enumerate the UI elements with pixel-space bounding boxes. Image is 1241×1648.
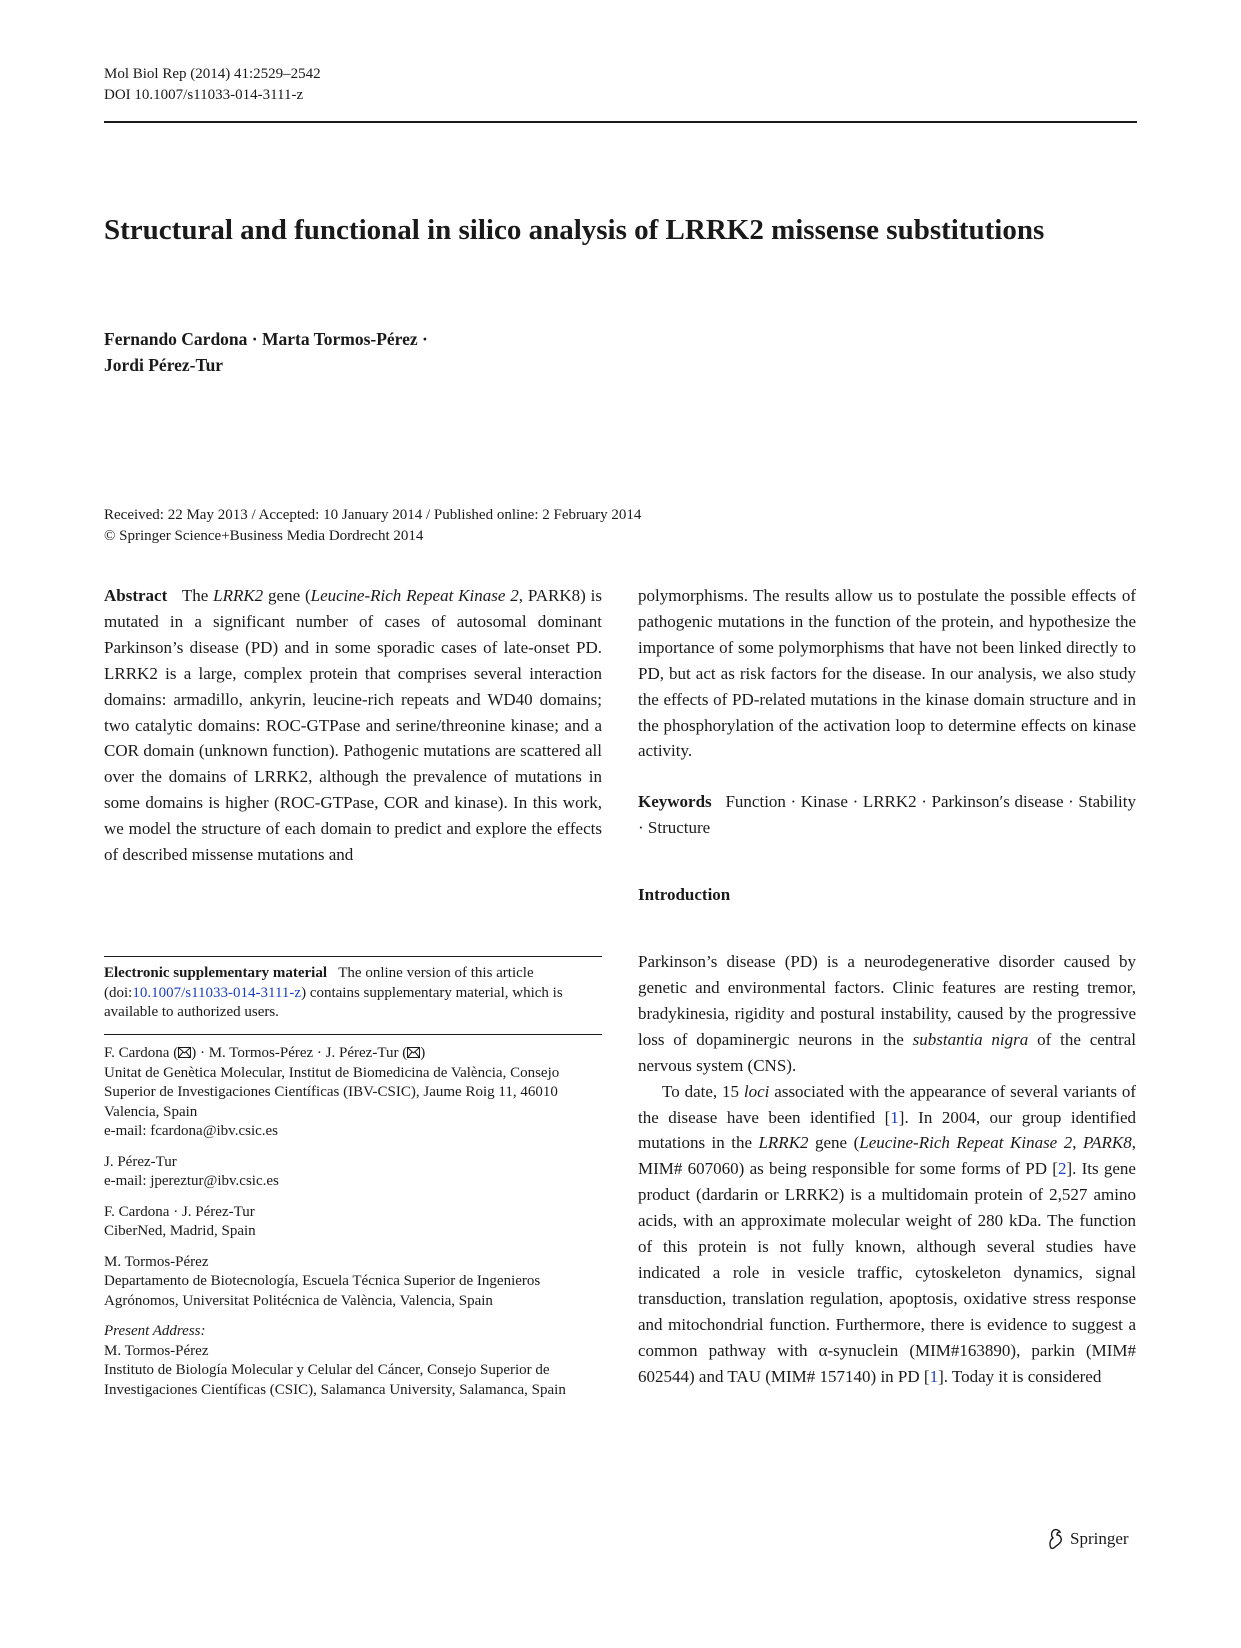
citation-link[interactable]: 1	[890, 1107, 899, 1127]
journal-citation: Mol Biol Rep (2014) 41:2529–2542	[104, 66, 321, 82]
author-line-1: Fernando Cardona · Marta Tormos-Pérez ·	[104, 329, 428, 349]
abstract-text: , PARK8) is mutated in a significant number of cases of autosomal dominant Parkinson’s disease (PD) and in some sporadic cases of late-onset PD. LRRK2 is a large, complex protein that comprises several interaction domains: armadillo, ankyrin, leucine-rich repeats and WD40 domains; two catalytic domains: ROC-GTPase and serine/threonine kinase; and a COR domain (unknown function). Pathogenic mutations are scattered all over the domains of LRRK2, although the prevalence of mutations in some domains is higher (ROC-GTPase, COR and kinase). In this work, we model the structure of each domain to predict and explore the effects of described missense mutations and	[104, 586, 602, 865]
present-address-label: Present Address:	[104, 1323, 206, 1339]
intro-italic: substantia nigra	[912, 1029, 1029, 1049]
citation-link[interactable]: 2	[1057, 1159, 1067, 1179]
affiliation-1	[104, 1044, 602, 1142]
doi-line: DOI 10.1007/s11033-014-3111-z	[104, 87, 304, 103]
affiliation-name: M. Tormos-Pérez	[104, 1342, 209, 1359]
gene-full-name: Leucine-Rich Repeat Kinase 2	[859, 1133, 1073, 1153]
affiliation-text: )	[420, 1045, 426, 1061]
citation-link[interactable]: 1	[929, 1366, 939, 1386]
abstract-text: gene (	[263, 586, 311, 605]
esm-text: ) contains supplementary material, which is available to authorized users.	[104, 984, 563, 1020]
author-line-2: Jordi Pérez-Tur	[104, 355, 224, 375]
abstract-text: The	[181, 586, 214, 605]
affiliation-name: J. Pérez-Tur	[104, 1153, 177, 1170]
keywords-label: Keywords	[638, 792, 712, 812]
intro-text: associated with the appearance of several variants of the disease have been identified [	[638, 1081, 1136, 1127]
affiliation-3	[104, 1203, 602, 1242]
esm-doi-link[interactable]: 10.1007/s11033-014-3111-z	[132, 984, 302, 1001]
copyright-line: © Springer Science+Business Media Dordrecht 2014	[104, 528, 424, 544]
affiliation-2	[104, 1153, 602, 1192]
affiliation-text: F. Cardona (	[104, 1045, 179, 1061]
email-address[interactable]: e-mail: jpereztur@ibv.csic.es	[104, 1173, 279, 1189]
esm-label: Electronic supplementary material	[104, 965, 328, 981]
abstract-continued: polymorphisms. The results allow us to postulate the possible effects of pathogenic mutations in the function of the protein, and hypothesize the importance of some polymorphisms that have not been linked directly to PD, but act as risk factors for the disease. In our analysis, we also study the effects of PD-related mutations in the kinase domain structure and in the phosphorylation of the activation loop to determine effects on kinase activity.	[638, 586, 1136, 761]
esm-rule-top	[104, 956, 602, 957]
right-column	[638, 583, 1136, 1389]
springer-logo	[1045, 1528, 1129, 1550]
springer-horse-icon	[1045, 1528, 1065, 1550]
abstract-paragraph	[104, 583, 602, 868]
author-list	[104, 326, 428, 378]
intro-text: ]. Its gene product (dardarin or LRRK2) is a multidomain protein of 2,527 amino acids, with an approximate molecular weight of 280 kDa. The function of this protein is not fully known, although several studies have indicated a role in vesicle traffic, cytoskeleton dynamics, signal transduction, translation regulation, apoptosis, oxidative stress response and mitochondrial function. Furthermore, there is evidence to suggest a common pathway with α-synuclein (MIM#163890), parkin (MIM# 602544) and TAU (MIM# 157140) in PD [	[638, 1159, 1136, 1386]
esm-rule-bottom	[104, 1034, 602, 1035]
intro-italic: PARK8	[1082, 1133, 1132, 1153]
gene-name: LRRK2	[213, 586, 264, 605]
intro-text: ]. In 2004, our group identified mutations in the	[638, 1107, 1136, 1153]
affiliation-body: Unitat de Genètica Molecular, Institut de Biomedicina de València, Consejo Superior de Investigaciones Científicas (IBV-CSIC), Jaume Roig 11, 46010 Valencia, Spain	[104, 1064, 560, 1120]
affiliation-body: CiberNed, Madrid, Spain	[104, 1223, 256, 1239]
supplementary-note	[104, 964, 602, 1023]
keywords-text: Function · Kinase · LRRK2 · Parkinson′s disease · Stability · Structure	[638, 792, 1137, 838]
journal-header	[104, 64, 321, 106]
introduction-heading: Introduction	[638, 885, 731, 905]
intro-text: , MIM# 607060) as being responsible for some forms of PD [	[638, 1133, 1136, 1179]
article-title: Structural and functional in silico analysis of LRRK2 missense substitutions	[104, 214, 1045, 246]
intro-text: Parkinson’s disease (PD) is a neurodegenerative disorder caused by genetic and environmental factors. Clinic features are resting tremor, bradykinesia, rigidity and postural instability, caused by the progressive loss of dopaminergic neurons in the	[638, 952, 1136, 1049]
affiliation-name: M. Tormos-Pérez	[104, 1253, 209, 1270]
affiliation-body: Instituto de Biología Molecular y Celular del Cáncer, Consejo Superior de Investigaciones Científicas (CSIC), Salamanca University, Salamanca, Spain	[104, 1362, 566, 1398]
intro-text: To date, 15	[662, 1081, 744, 1101]
publication-dates	[104, 505, 641, 547]
abstract-label: Abstract	[104, 586, 168, 605]
intro-italic: loci	[743, 1081, 770, 1101]
intro-text: ]. Today it is considered	[938, 1366, 1102, 1386]
intro-text: of the central nervous system (CNS).	[638, 1029, 1136, 1075]
intro-text: gene (	[808, 1133, 860, 1153]
intro-text: ,	[1072, 1133, 1083, 1153]
intro-paragraph-2	[638, 1079, 1136, 1390]
esm-text: The online version of this article (doi:	[104, 965, 534, 1001]
left-column	[104, 583, 602, 868]
envelope-icon[interactable]	[407, 1047, 420, 1058]
affiliation-text: ) · M. Tormos-Pérez · J. Pérez-Tur (	[191, 1045, 408, 1061]
envelope-icon[interactable]	[178, 1047, 191, 1058]
affiliation-body: Departamento de Biotecnología, Escuela Técnica Superior de Ingenieros Agrónomos, Universitat Politécnica de València, Valencia, Spain	[104, 1273, 541, 1309]
affiliation-4	[104, 1253, 602, 1312]
gene-name: LRRK2	[758, 1133, 809, 1153]
affiliation-name: F. Cardona · J. Pérez-Tur	[104, 1203, 255, 1220]
present-address	[104, 1322, 602, 1400]
keywords	[638, 789, 1136, 841]
email-address[interactable]: e-mail: fcardona@ibv.csic.es	[104, 1123, 279, 1139]
affiliations	[104, 1044, 602, 1400]
gene-full-name: Leucine-Rich Repeat Kinase 2	[310, 586, 519, 605]
intro-paragraph-1	[638, 949, 1136, 1079]
header-rule	[104, 121, 1137, 123]
publisher-name: Springer	[1070, 1529, 1129, 1548]
dates-line: Received: 22 May 2013 / Accepted: 10 January 2014 / Published online: 2 February 2014	[104, 507, 642, 523]
